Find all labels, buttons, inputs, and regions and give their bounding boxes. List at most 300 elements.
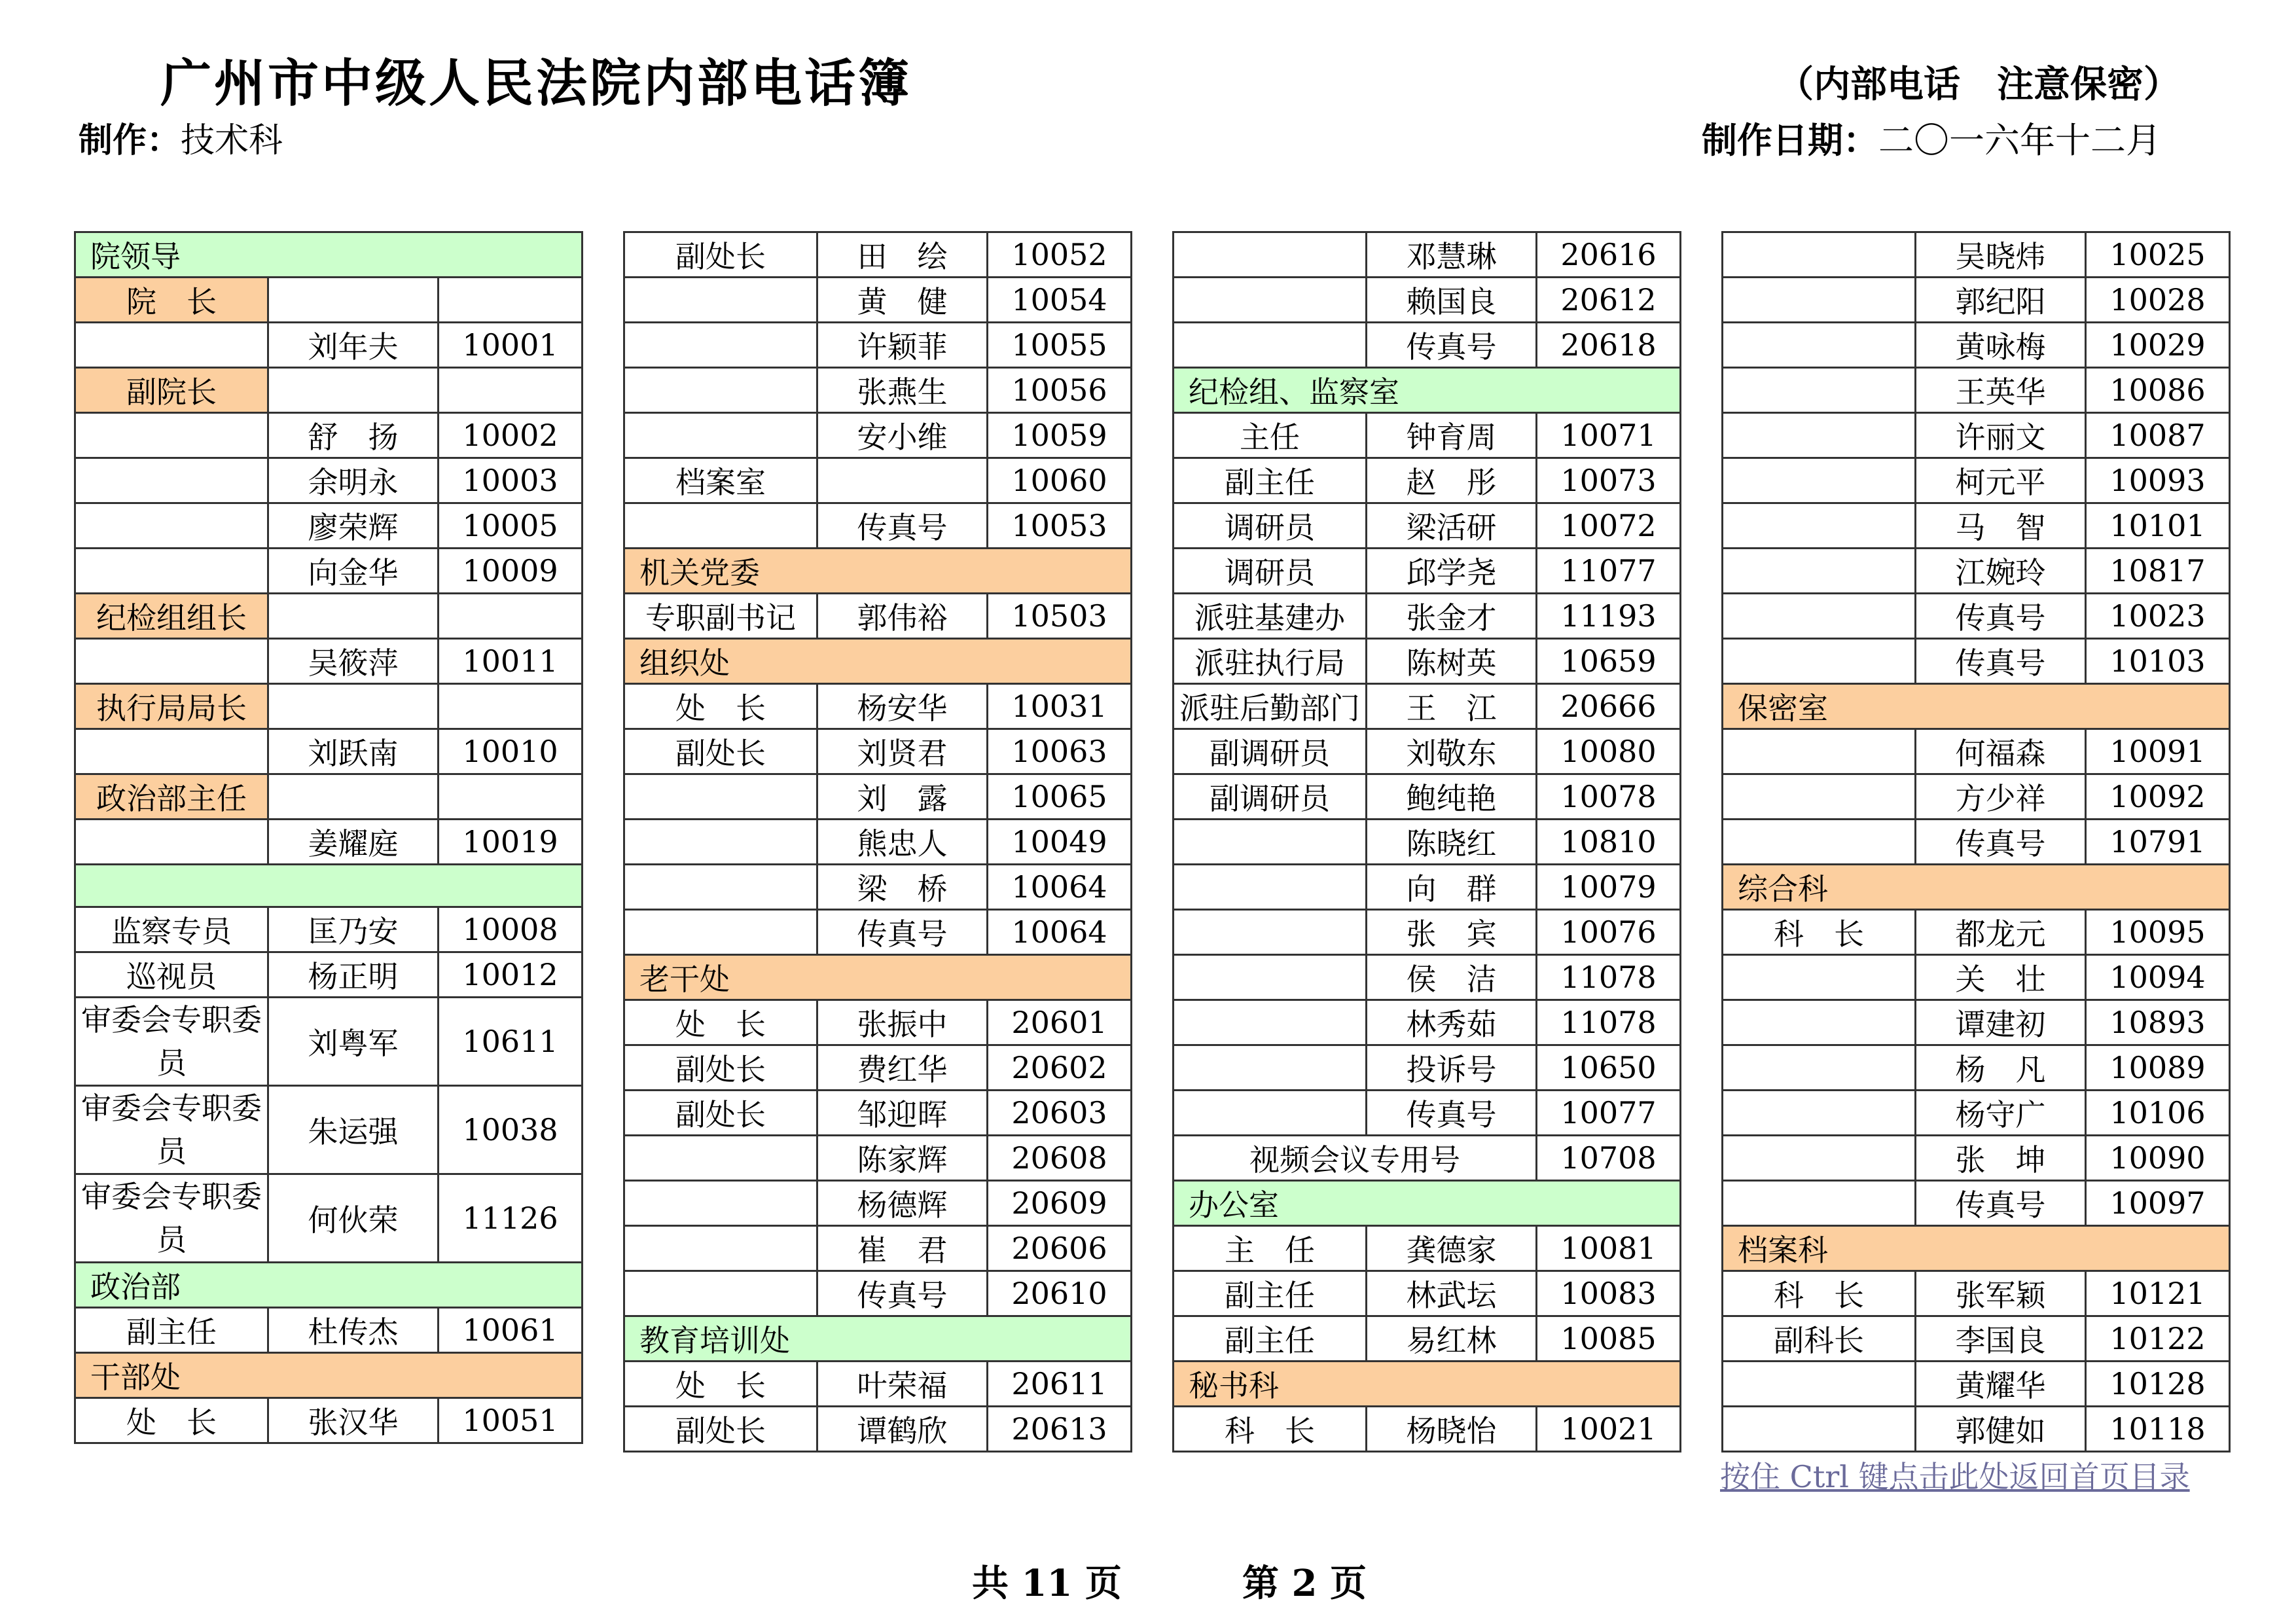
table-row (1723, 594, 2230, 639)
title-cell (1723, 594, 1916, 639)
table-row (1174, 594, 1681, 639)
title-cell (1174, 910, 1367, 955)
number-cell: 10031 (988, 684, 1132, 729)
title-cell (1723, 820, 1916, 865)
section-header-row (75, 232, 583, 278)
section-header-row (75, 865, 583, 907)
page-current: 第 2 页 (1242, 1562, 1367, 1605)
title-cell: 副科长 (1723, 1316, 1916, 1362)
table-row (624, 1226, 1132, 1271)
table-row (624, 458, 1132, 503)
section-header-row (1174, 1181, 1681, 1226)
number-cell: 10052 (988, 232, 1132, 278)
number-cell: 10064 (988, 910, 1132, 955)
number-cell: 10055 (988, 323, 1132, 368)
number-cell: 10003 (439, 458, 583, 503)
table-row (75, 907, 583, 952)
title-cell (75, 639, 268, 684)
title-cell: 副处长 (624, 1045, 817, 1091)
title-cell (624, 1226, 817, 1271)
title-cell (624, 1271, 817, 1316)
title-cell: 处 长 (624, 1362, 817, 1407)
table-row (1723, 639, 2230, 684)
table-row (75, 503, 583, 549)
number-cell: 10012 (439, 952, 583, 998)
name-cell: 安小维 (817, 413, 988, 458)
name-cell: 刘 露 (817, 774, 988, 820)
table-row (624, 1091, 1132, 1136)
table-row (624, 865, 1132, 910)
name-cell: 匡乃安 (268, 907, 439, 952)
name-cell: 姜耀庭 (268, 820, 439, 865)
number-cell: 20611 (988, 1362, 1132, 1407)
name-cell: 刘敬东 (1367, 729, 1537, 774)
number-cell: 10708 (1537, 1136, 1681, 1181)
section-header-row (75, 1353, 583, 1398)
title-cell (624, 278, 817, 323)
title-cell: 科 长 (1723, 1271, 1916, 1316)
table-row (624, 684, 1132, 729)
name-cell: 鲍纯艳 (1367, 774, 1537, 820)
section-header-row (1174, 368, 1681, 413)
name-cell: 易红林 (1367, 1316, 1537, 1362)
title-cell: 院 长 (75, 278, 268, 323)
title-cell (1723, 278, 1916, 323)
table-row (1723, 729, 2230, 774)
title-cell (1174, 1091, 1367, 1136)
title-cell: 审委会专职委员 (75, 1174, 268, 1263)
number-cell: 10080 (1537, 729, 1681, 774)
table-row (1174, 1000, 1681, 1045)
table-row (624, 594, 1132, 639)
title-cell (624, 820, 817, 865)
number-cell (439, 368, 583, 413)
number-cell: 10002 (439, 413, 583, 458)
section-title: 组织处 (624, 639, 1132, 684)
name-cell: 传真号 (817, 910, 988, 955)
section-title: 秘书科 (1174, 1362, 1681, 1407)
name-cell: 林武坛 (1367, 1271, 1537, 1316)
title-cell: 副处长 (624, 1407, 817, 1452)
section-header-row (1723, 865, 2230, 910)
number-cell: 20666 (1537, 684, 1681, 729)
title-cell (75, 820, 268, 865)
name-cell: 传真号 (817, 503, 988, 549)
number-cell: 10029 (2086, 323, 2230, 368)
title-cell (1174, 1000, 1367, 1045)
name-cell: 谭建初 (1916, 1000, 2086, 1045)
title-cell: 科 长 (1174, 1407, 1367, 1452)
name-cell: 传真号 (1916, 594, 2086, 639)
title-cell: 专职副书记 (624, 594, 817, 639)
number-cell: 10054 (988, 278, 1132, 323)
table-row (1723, 1136, 2230, 1181)
table-row (1174, 820, 1681, 865)
number-cell: 10073 (1537, 458, 1681, 503)
title-cell (624, 910, 817, 955)
name-cell: 张汉华 (268, 1398, 439, 1443)
name-cell: 向 群 (1367, 865, 1537, 910)
name-cell: 邱学尧 (1367, 549, 1537, 594)
name-cell: 郭纪阳 (1916, 278, 2086, 323)
table-row (75, 1308, 583, 1353)
name-cell: 张金才 (1367, 594, 1537, 639)
name-cell (268, 278, 439, 323)
table-row (1723, 368, 2230, 413)
name-cell: 江婉玲 (1916, 549, 2086, 594)
table-row (1174, 639, 1681, 684)
number-cell: 10893 (2086, 1000, 2230, 1045)
number-cell: 10060 (988, 458, 1132, 503)
title-cell (1723, 1407, 1916, 1452)
page-total: 共 11 页 (972, 1562, 1122, 1605)
number-cell (439, 774, 583, 820)
name-cell: 李国良 (1916, 1316, 2086, 1362)
title-cell (1723, 368, 1916, 413)
number-cell: 10091 (2086, 729, 2230, 774)
table-row (75, 774, 583, 820)
title-cell (1723, 1181, 1916, 1226)
name-cell: 许颖菲 (817, 323, 988, 368)
number-cell: 11077 (1537, 549, 1681, 594)
name-cell: 熊忠人 (817, 820, 988, 865)
table-row (1723, 458, 2230, 503)
number-cell: 10021 (1537, 1407, 1681, 1452)
name-cell: 都龙元 (1916, 910, 2086, 955)
table-row (75, 998, 583, 1086)
title-cell: 处 长 (624, 684, 817, 729)
title-cell: 派驻基建办 (1174, 594, 1367, 639)
name-cell: 邓慧琳 (1367, 232, 1537, 278)
number-cell: 11078 (1537, 1000, 1681, 1045)
name-cell: 柯元平 (1916, 458, 2086, 503)
directory-column-1 (74, 231, 583, 1444)
table-row (1723, 232, 2230, 278)
title-cell (1174, 278, 1367, 323)
number-cell: 10121 (2086, 1271, 2230, 1316)
section-title: 老干处 (624, 955, 1132, 1000)
page-title: 广州市中级人民法院内部电话簿 (160, 54, 912, 113)
title-cell: 派驻后勤部门 (1174, 684, 1367, 729)
number-cell: 10023 (2086, 594, 2230, 639)
title-cell (1174, 865, 1367, 910)
number-cell (439, 594, 583, 639)
title-cell (1174, 955, 1367, 1000)
number-cell: 10659 (1537, 639, 1681, 684)
table-row (1723, 323, 2230, 368)
number-cell: 20603 (988, 1091, 1132, 1136)
table-row (75, 594, 583, 639)
title-cell: 视频会议专用号 (1174, 1136, 1537, 1181)
number-cell: 10086 (2086, 368, 2230, 413)
title-cell (1723, 1045, 1916, 1091)
title-cell: 档案室 (624, 458, 817, 503)
table-row (1723, 955, 2230, 1000)
table-row (75, 639, 583, 684)
title-cell (1723, 955, 1916, 1000)
name-cell: 张振中 (817, 1000, 988, 1045)
table-row (1174, 323, 1681, 368)
name-cell: 郭伟裕 (817, 594, 988, 639)
title-cell (1723, 1091, 1916, 1136)
name-cell: 传真号 (817, 1271, 988, 1316)
number-cell: 10008 (439, 907, 583, 952)
number-cell: 10051 (439, 1398, 583, 1443)
number-cell: 10650 (1537, 1045, 1681, 1091)
number-cell: 20602 (988, 1045, 1132, 1091)
title-cell: 审委会专职委员 (75, 1086, 268, 1174)
name-cell: 余明永 (268, 458, 439, 503)
table-row (75, 278, 583, 323)
table-row (624, 729, 1132, 774)
section-header-row (624, 955, 1132, 1000)
table-row (75, 1086, 583, 1174)
number-cell: 10611 (439, 998, 583, 1086)
date-label: 制作日期： (1702, 120, 1878, 161)
title-cell (624, 323, 817, 368)
name-cell: 陈晓红 (1367, 820, 1537, 865)
section-title: 干部处 (75, 1353, 583, 1398)
table-row (75, 549, 583, 594)
name-cell: 刘年夫 (268, 323, 439, 368)
number-cell: 10063 (988, 729, 1132, 774)
table-row (1723, 1181, 2230, 1226)
name-cell: 朱运强 (268, 1086, 439, 1174)
number-cell: 10081 (1537, 1226, 1681, 1271)
name-cell: 黄 健 (817, 278, 988, 323)
name-cell: 林秀茹 (1367, 1000, 1537, 1045)
table-row (1723, 820, 2230, 865)
number-cell: 10106 (2086, 1091, 2230, 1136)
name-cell: 许丽文 (1916, 413, 2086, 458)
section-header-row (1174, 1362, 1681, 1407)
table-row (1174, 1407, 1681, 1452)
table-row (624, 1407, 1132, 1452)
name-cell: 张 坤 (1916, 1136, 2086, 1181)
name-cell: 何伙荣 (268, 1174, 439, 1263)
number-cell: 10061 (439, 1308, 583, 1353)
title-cell: 副处长 (624, 232, 817, 278)
name-cell: 黄咏梅 (1916, 323, 2086, 368)
title-cell: 副处长 (624, 729, 817, 774)
table-row (1174, 1136, 1681, 1181)
table-row (624, 1000, 1132, 1045)
name-cell (268, 774, 439, 820)
date-line (1702, 113, 2161, 163)
number-cell: 10059 (988, 413, 1132, 458)
number-cell: 10097 (2086, 1181, 2230, 1226)
name-cell: 杨 凡 (1916, 1045, 2086, 1091)
title-cell (624, 1181, 817, 1226)
maker-label: 制作： (79, 121, 181, 160)
title-cell (1723, 1136, 1916, 1181)
table-row (1174, 910, 1681, 955)
number-cell: 10078 (1537, 774, 1681, 820)
table-row (1723, 1316, 2230, 1362)
table-row (1723, 1000, 2230, 1045)
section-header-row (1723, 684, 2230, 729)
number-cell: 10019 (439, 820, 583, 865)
number-cell: 10089 (2086, 1045, 2230, 1091)
title-cell (1723, 413, 1916, 458)
name-cell: 吴筱萍 (268, 639, 439, 684)
number-cell: 10817 (2086, 549, 2230, 594)
date-value: 二〇一六年十二月 (1878, 120, 2161, 161)
table-row (624, 232, 1132, 278)
title-cell (1723, 1362, 1916, 1407)
name-cell (268, 368, 439, 413)
name-cell: 费红华 (817, 1045, 988, 1091)
number-cell: 11078 (1537, 955, 1681, 1000)
number-cell: 10001 (439, 323, 583, 368)
number-cell: 10011 (439, 639, 583, 684)
name-cell: 传真号 (1916, 1181, 2086, 1226)
name-cell (817, 458, 988, 503)
title-cell (1723, 232, 1916, 278)
name-cell: 梁 桥 (817, 865, 988, 910)
section-title: 纪检组、监察室 (1174, 368, 1681, 413)
number-cell: 10791 (2086, 820, 2230, 865)
table-row (1174, 1316, 1681, 1362)
title-cell: 派驻执行局 (1174, 639, 1367, 684)
title-cell (624, 503, 817, 549)
section-title: 档案科 (1723, 1226, 2230, 1271)
table-row (1174, 774, 1681, 820)
table-row (624, 1045, 1132, 1091)
number-cell: 20613 (988, 1407, 1132, 1452)
table-row (624, 1271, 1132, 1316)
name-cell: 郭健如 (1916, 1407, 2086, 1452)
table-row (624, 910, 1132, 955)
number-cell: 10083 (1537, 1271, 1681, 1316)
title-cell: 调研员 (1174, 549, 1367, 594)
title-cell (1723, 639, 1916, 684)
name-cell: 叶荣福 (817, 1362, 988, 1407)
table-row (75, 368, 583, 413)
title-cell: 处 长 (624, 1000, 817, 1045)
title-cell: 处 长 (75, 1398, 268, 1443)
name-cell: 刘贤君 (817, 729, 988, 774)
maker-value: 技术科 (181, 121, 283, 160)
name-cell: 廖荣辉 (268, 503, 439, 549)
section-header-row (624, 639, 1132, 684)
title-cell: 审委会专职委员 (75, 998, 268, 1086)
title-cell: 副主任 (1174, 1316, 1367, 1362)
section-title: 教育培训处 (624, 1316, 1132, 1362)
number-cell: 10028 (2086, 278, 2230, 323)
title-cell (75, 729, 268, 774)
name-cell: 杜传杰 (268, 1308, 439, 1353)
number-cell: 10065 (988, 774, 1132, 820)
title-cell: 纪检组组长 (75, 594, 268, 639)
title-cell: 副主任 (1174, 458, 1367, 503)
table-row (1174, 458, 1681, 503)
back-to-index-link[interactable]: 按住 Ctrl 键点击此处返回首页目录 (1720, 1459, 2190, 1494)
table-row (1174, 1045, 1681, 1091)
name-cell: 杨正明 (268, 952, 439, 998)
name-cell: 陈树英 (1367, 639, 1537, 684)
table-row (624, 1181, 1132, 1226)
name-cell: 杨德辉 (817, 1181, 988, 1226)
title-cell (1174, 323, 1367, 368)
number-cell: 10025 (2086, 232, 2230, 278)
name-cell (268, 684, 439, 729)
name-cell: 传真号 (1367, 1091, 1537, 1136)
number-cell: 10094 (2086, 955, 2230, 1000)
title-cell (1723, 774, 1916, 820)
table-row (1174, 955, 1681, 1000)
name-cell: 杨晓怡 (1367, 1407, 1537, 1452)
name-cell: 投诉号 (1367, 1045, 1537, 1091)
number-cell: 10009 (439, 549, 583, 594)
table-row (1174, 278, 1681, 323)
name-cell: 田 绘 (817, 232, 988, 278)
number-cell: 10087 (2086, 413, 2230, 458)
section-header-row (624, 549, 1132, 594)
title-cell (624, 368, 817, 413)
name-cell: 谭鹤欣 (817, 1407, 988, 1452)
table-row (624, 368, 1132, 413)
number-cell: 20610 (988, 1271, 1132, 1316)
number-cell: 20601 (988, 1000, 1132, 1045)
number-cell: 10076 (1537, 910, 1681, 955)
name-cell: 传真号 (1916, 820, 2086, 865)
section-header-row (75, 1263, 583, 1308)
title-cell (1723, 1000, 1916, 1045)
table-row (1723, 413, 2230, 458)
directory-column-4 (1721, 231, 2231, 1453)
title-cell (1174, 232, 1367, 278)
name-cell (268, 594, 439, 639)
number-cell: 11126 (439, 1174, 583, 1263)
number-cell: 10101 (2086, 503, 2230, 549)
number-cell: 10090 (2086, 1136, 2230, 1181)
title-cell (75, 323, 268, 368)
name-cell: 钟育周 (1367, 413, 1537, 458)
table-row (1174, 1271, 1681, 1316)
title-cell (1174, 1045, 1367, 1091)
number-cell: 20612 (1537, 278, 1681, 323)
section-header-row (1723, 1226, 2230, 1271)
section-header-row (624, 1316, 1132, 1362)
name-cell: 王 江 (1367, 684, 1537, 729)
number-cell: 10093 (2086, 458, 2230, 503)
table-row (75, 458, 583, 503)
name-cell: 吴晓炜 (1916, 232, 2086, 278)
number-cell: 10085 (1537, 1316, 1681, 1362)
number-cell: 11193 (1537, 594, 1681, 639)
table-row (1723, 774, 2230, 820)
number-cell: 10122 (2086, 1316, 2230, 1362)
title-cell: 副主任 (1174, 1271, 1367, 1316)
number-cell: 10038 (439, 1086, 583, 1174)
number-cell: 20606 (988, 1226, 1132, 1271)
number-cell (439, 684, 583, 729)
table-row (75, 323, 583, 368)
section-title (75, 865, 583, 907)
title-cell (75, 413, 268, 458)
name-cell: 张 宾 (1367, 910, 1537, 955)
name-cell: 侯 洁 (1367, 955, 1537, 1000)
number-cell: 20618 (1537, 323, 1681, 368)
title-cell: 监察专员 (75, 907, 268, 952)
table-row (1723, 278, 2230, 323)
table-row (1723, 1271, 2230, 1316)
name-cell: 赖国良 (1367, 278, 1537, 323)
title-cell (624, 774, 817, 820)
table-row (624, 278, 1132, 323)
title-cell (75, 458, 268, 503)
